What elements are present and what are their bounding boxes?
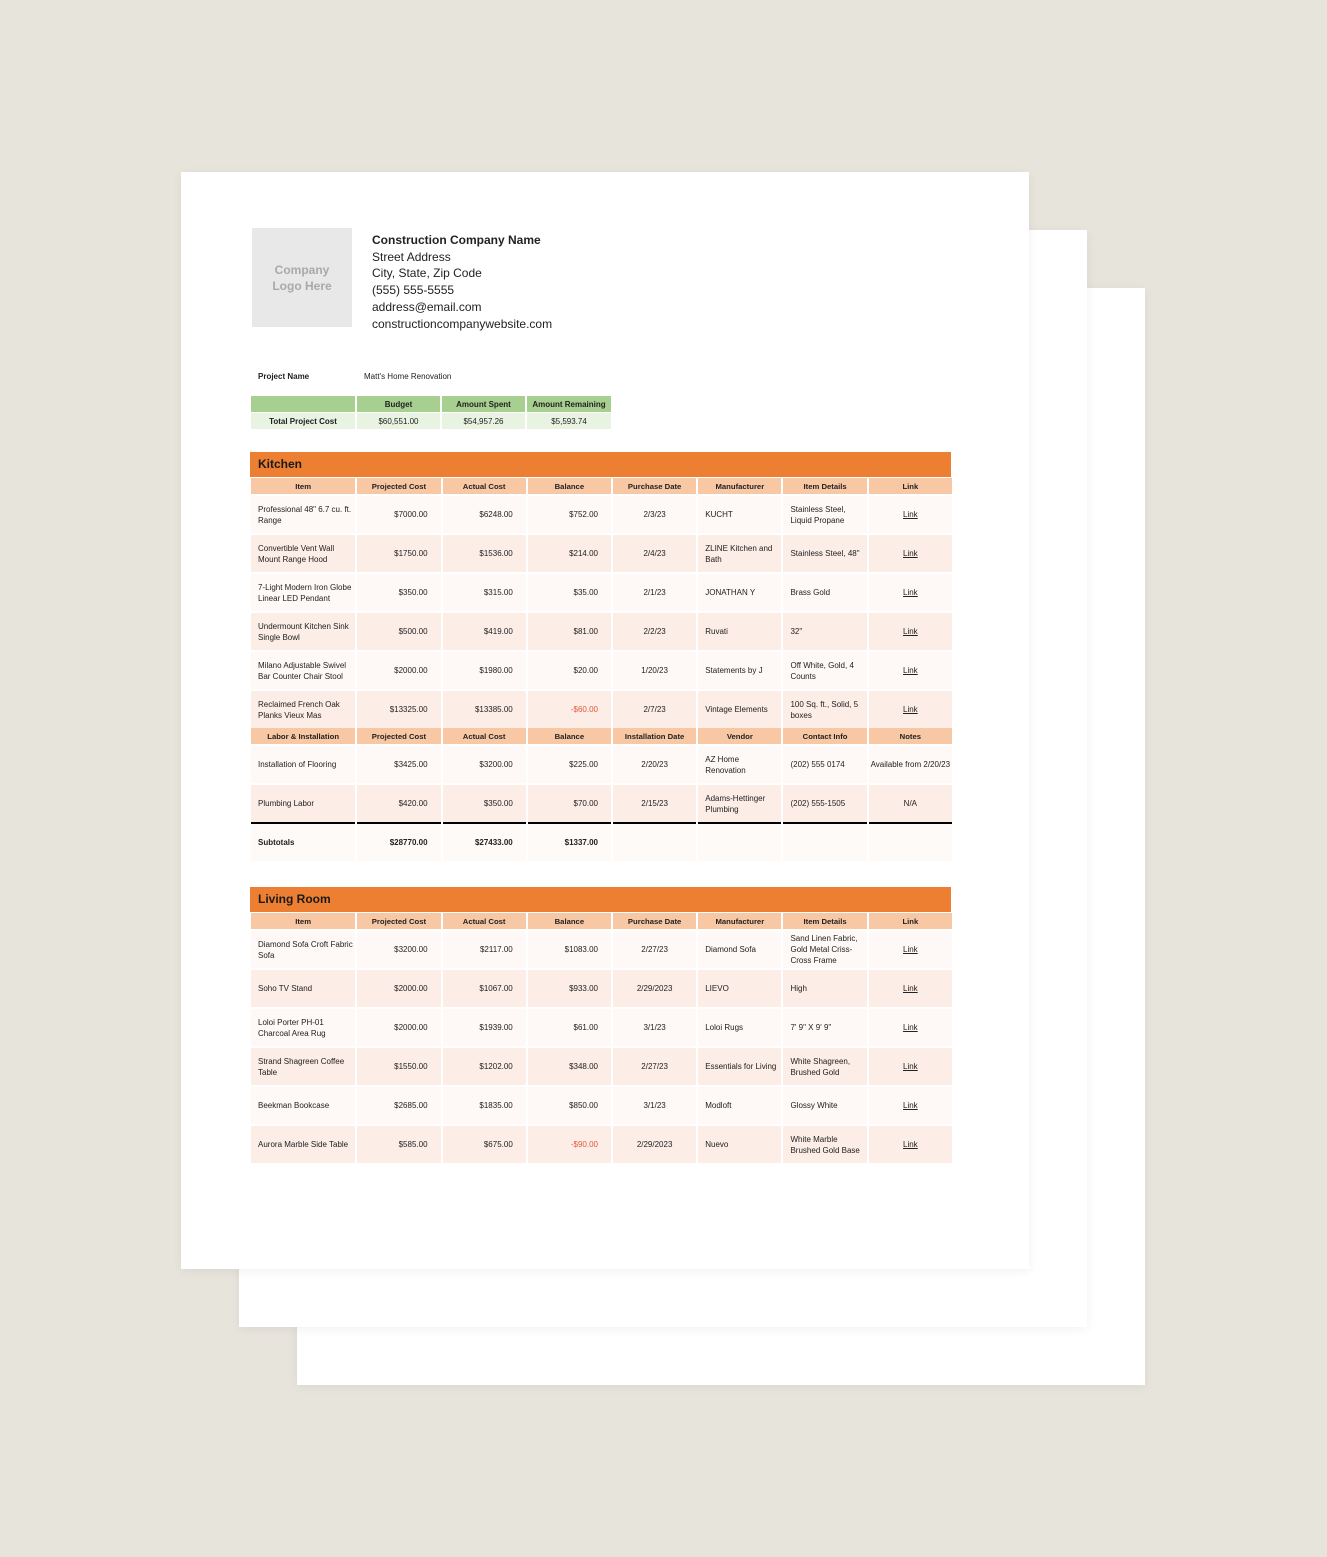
company-email: address@email.com (372, 299, 482, 314)
living-row (251, 1124, 952, 1163)
balance: $35.00 (528, 572, 611, 611)
subtotals-row (251, 822, 952, 861)
notes (869, 1085, 952, 1124)
kitchen-row (251, 689, 952, 728)
notes (869, 968, 952, 1007)
subtotal-empty-cell (783, 822, 866, 861)
product-link[interactable]: Link (903, 627, 918, 636)
company-street: Street Address (372, 249, 451, 264)
item-details: 32" (783, 611, 866, 650)
kitchen-row (251, 494, 952, 533)
kitchen-row (251, 650, 952, 689)
projected-cost: $1550.00 (357, 1046, 440, 1085)
labor-header-labor-installation: Labor & Installation (251, 728, 355, 744)
balance: $933.00 (528, 968, 611, 1007)
labor-header-installation-date: Installation Date (613, 728, 696, 744)
subtotal-empty-cell (698, 822, 781, 861)
kitchen-header-actual-cost: Actual Cost (443, 478, 526, 494)
summary-spent: $54,957.26 (442, 412, 525, 429)
actual-cost: $1536.00 (443, 533, 526, 572)
projected-cost: $585.00 (357, 1124, 440, 1163)
kitchen-item-name: Professional 48" 6.7 cu. ft. Range (251, 494, 355, 533)
company-info (372, 232, 552, 332)
balance: $81.00 (528, 611, 611, 650)
living-header-manufacturer: Manufacturer (698, 913, 781, 929)
living-item-name: Loloi Porter PH-01 Charcoal Area Rug (251, 1007, 355, 1046)
living-header-projected-cost: Projected Cost (357, 913, 440, 929)
actual-cost: $675.00 (443, 1124, 526, 1163)
date: 2/3/23 (613, 494, 696, 533)
company-city: City, State, Zip Code (372, 266, 482, 281)
living-header-purchase-date: Purchase Date (613, 913, 696, 929)
item-details: 7' 9" X 9' 9" (783, 1007, 866, 1046)
living-row (251, 1046, 952, 1085)
living-header-link: Link (869, 913, 952, 929)
manufacturer: ZLINE Kitchen and Bath (698, 533, 781, 572)
living-row (251, 1007, 952, 1046)
balance: $214.00 (528, 533, 611, 572)
subtotal-actual: $27433.00 (443, 822, 526, 861)
actual-cost: $1835.00 (443, 1085, 526, 1124)
summary-header-spent: Amount Spent (442, 396, 525, 412)
living-room-section-title: Living Room (250, 887, 951, 912)
date: 2/27/23 (613, 1046, 696, 1085)
company-phone: (555) 555-5555 (372, 283, 455, 298)
product-link[interactable]: Link (903, 1140, 918, 1149)
notes: Available from 2/20/23 (869, 744, 952, 783)
date: 3/1/23 (613, 1085, 696, 1124)
notes (869, 650, 952, 689)
kitchen-header-projected-cost: Projected Cost (357, 478, 440, 494)
labor-header-notes: Notes (869, 728, 952, 744)
living-room-table (249, 913, 954, 1163)
manufacturer: KUCHT (698, 494, 781, 533)
product-link[interactable]: Link (903, 1062, 918, 1071)
kitchen-row (251, 533, 952, 572)
date: 1/20/23 (613, 650, 696, 689)
summary-header-blank (251, 396, 355, 412)
notes (869, 533, 952, 572)
kitchen-row (251, 572, 952, 611)
labor-header-vendor: Vendor (698, 728, 781, 744)
notes: N/A (869, 783, 952, 822)
projected-cost: $2685.00 (357, 1085, 440, 1124)
labor-header-contact-info: Contact Info (783, 728, 866, 744)
company-name: Construction Company Name (372, 233, 541, 247)
company-website: constructioncompanywebsite.com (372, 316, 553, 331)
balance: $70.00 (528, 783, 611, 822)
date: 2/2/23 (613, 611, 696, 650)
balance: $1083.00 (528, 929, 611, 968)
balance: $850.00 (528, 1085, 611, 1124)
actual-cost: $13385.00 (443, 689, 526, 728)
notes (869, 1007, 952, 1046)
project-name-value: Matt's Home Renovation (364, 372, 452, 381)
item-details: (202) 555 0174 (783, 744, 866, 783)
kitchen-item-name: Convertible Vent Wall Mount Range Hood (251, 533, 355, 572)
actual-cost: $1939.00 (443, 1007, 526, 1046)
balance: $225.00 (528, 744, 611, 783)
kitchen-header-item: Item (251, 478, 355, 494)
projected-cost: $2000.00 (357, 1007, 440, 1046)
product-link[interactable]: Link (903, 510, 918, 519)
notes (869, 689, 952, 728)
kitchen-item-name: Reclaimed French Oak Planks Vieux Mas (251, 689, 355, 728)
projected-cost: $500.00 (357, 611, 440, 650)
kitchen-section-title: Kitchen (250, 452, 951, 477)
kitchen-item-name: Undermount Kitchen Sink Single Bowl (251, 611, 355, 650)
notes (869, 1046, 952, 1085)
living-item-name: Strand Shagreen Coffee Table (251, 1046, 355, 1085)
item-details: White Marble Brushed Gold Base (783, 1124, 866, 1163)
manufacturer: AZ Home Renovation (698, 744, 781, 783)
labor-header-balance: Balance (528, 728, 611, 744)
kitchen-header-manufacturer: Manufacturer (698, 478, 781, 494)
date: 2/7/23 (613, 689, 696, 728)
living-row (251, 1085, 952, 1124)
manufacturer: Ruvati (698, 611, 781, 650)
notes (869, 494, 952, 533)
living-header-actual-cost: Actual Cost (443, 913, 526, 929)
projected-cost: $1750.00 (357, 533, 440, 572)
date: 2/27/23 (613, 929, 696, 968)
kitchen-item-name: Milano Adjustable Swivel Bar Counter Chair Stool (251, 650, 355, 689)
projected-cost: $3425.00 (357, 744, 440, 783)
item-details: High (783, 968, 866, 1007)
summary-remaining: $5,593.74 (527, 412, 611, 429)
budget-summary-table (249, 396, 613, 429)
item-details: Sand Linen Fabric, Gold Metal Criss-Cross Frame (783, 929, 866, 968)
product-link[interactable]: Link (903, 666, 918, 675)
actual-cost: $350.00 (443, 783, 526, 822)
item-details: 100 Sq. ft., Solid, 5 boxes (783, 689, 866, 728)
manufacturer: Modloft (698, 1085, 781, 1124)
product-link[interactable]: Link (903, 945, 918, 954)
kitchen-header-item-details: Item Details (783, 478, 866, 494)
kitchen-item-name: 7-Light Modern Iron Globe Linear LED Pendant (251, 572, 355, 611)
living-header-balance: Balance (528, 913, 611, 929)
item-details: Off White, Gold, 4 Counts (783, 650, 866, 689)
kitchen-row (251, 611, 952, 650)
kitchen-header-purchase-date: Purchase Date (613, 478, 696, 494)
notes (869, 1124, 952, 1163)
projected-cost: $7000.00 (357, 494, 440, 533)
labor-header-actual-cost: Actual Cost (443, 728, 526, 744)
balance: -$60.00 (528, 689, 611, 728)
balance: $348.00 (528, 1046, 611, 1085)
manufacturer: Nuevo (698, 1124, 781, 1163)
projected-cost: $3200.00 (357, 929, 440, 968)
balance: $61.00 (528, 1007, 611, 1046)
kitchen-header-link: Link (869, 478, 952, 494)
living-row (251, 968, 952, 1007)
company-logo-placeholder: Company Logo Here (252, 228, 352, 327)
projected-cost: $2000.00 (357, 650, 440, 689)
front-page (181, 172, 1029, 1269)
living-header-item-details: Item Details (783, 913, 866, 929)
date: 2/15/23 (613, 783, 696, 822)
date: 2/29/2023 (613, 968, 696, 1007)
living-item-name: Aurora Marble Side Table (251, 1124, 355, 1163)
projected-cost: $350.00 (357, 572, 440, 611)
project-name-label: Project Name (258, 372, 310, 381)
subtotal-projected: $28770.00 (357, 822, 440, 861)
date: 2/1/23 (613, 572, 696, 611)
product-link[interactable]: Link (903, 588, 918, 597)
item-details: White Shagreen, Brushed Gold (783, 1046, 866, 1085)
living-item-name: Soho TV Stand (251, 968, 355, 1007)
subtotal-empty-cell (869, 822, 952, 861)
projected-cost: $13325.00 (357, 689, 440, 728)
labor-item-name: Plumbing Labor (251, 783, 355, 822)
actual-cost: $315.00 (443, 572, 526, 611)
labor-row (251, 744, 952, 783)
item-details: Stainless Steel, Liquid Propane (783, 494, 866, 533)
summary-header-remaining: Amount Remaining (527, 396, 611, 412)
manufacturer: Vintage Elements (698, 689, 781, 728)
labor-row (251, 783, 952, 822)
notes (869, 929, 952, 968)
kitchen-table (249, 478, 954, 861)
product-link[interactable]: Link (903, 549, 918, 558)
living-item-name: Diamond Sofa Croft Fabric Sofa (251, 929, 355, 968)
balance: -$90.00 (528, 1124, 611, 1163)
summary-budget: $60,551.00 (357, 412, 440, 429)
date: 2/29/2023 (613, 1124, 696, 1163)
notes (869, 572, 952, 611)
manufacturer: Statements by J (698, 650, 781, 689)
manufacturer: Essentials for Living (698, 1046, 781, 1085)
actual-cost: $1067.00 (443, 968, 526, 1007)
summary-header-budget: Budget (357, 396, 440, 412)
subtotals-label: Subtotals (251, 822, 355, 861)
notes (869, 611, 952, 650)
manufacturer: Adams-Hettinger Plumbing (698, 783, 781, 822)
subtotal-empty-cell (613, 822, 696, 861)
living-header-item: Item (251, 913, 355, 929)
projected-cost: $2000.00 (357, 968, 440, 1007)
item-details: Stainless Steel, 48" (783, 533, 866, 572)
product-link[interactable]: Link (903, 1023, 918, 1032)
actual-cost: $3200.00 (443, 744, 526, 783)
manufacturer: Loloi Rugs (698, 1007, 781, 1046)
date: 2/20/23 (613, 744, 696, 783)
date: 3/1/23 (613, 1007, 696, 1046)
product-link[interactable]: Link (903, 984, 918, 993)
product-link[interactable]: Link (903, 705, 918, 714)
item-details: Brass Gold (783, 572, 866, 611)
item-details: (202) 555-1505 (783, 783, 866, 822)
kitchen-header-balance: Balance (528, 478, 611, 494)
balance: $752.00 (528, 494, 611, 533)
living-item-name: Beekman Bookcase (251, 1085, 355, 1124)
living-row (251, 929, 952, 968)
subtotal-balance: $1337.00 (528, 822, 611, 861)
balance: $20.00 (528, 650, 611, 689)
actual-cost: $1202.00 (443, 1046, 526, 1085)
actual-cost: $1980.00 (443, 650, 526, 689)
date: 2/4/23 (613, 533, 696, 572)
product-link[interactable]: Link (903, 1101, 918, 1110)
projected-cost: $420.00 (357, 783, 440, 822)
item-details: Glossy White (783, 1085, 866, 1124)
manufacturer: LIEVO (698, 968, 781, 1007)
labor-item-name: Installation of Flooring (251, 744, 355, 783)
labor-header-projected-cost: Projected Cost (357, 728, 440, 744)
summary-row-label: Total Project Cost (251, 412, 355, 429)
manufacturer: Diamond Sofa (698, 929, 781, 968)
actual-cost: $419.00 (443, 611, 526, 650)
actual-cost: $6248.00 (443, 494, 526, 533)
manufacturer: JONATHAN Y (698, 572, 781, 611)
actual-cost: $2117.00 (443, 929, 526, 968)
